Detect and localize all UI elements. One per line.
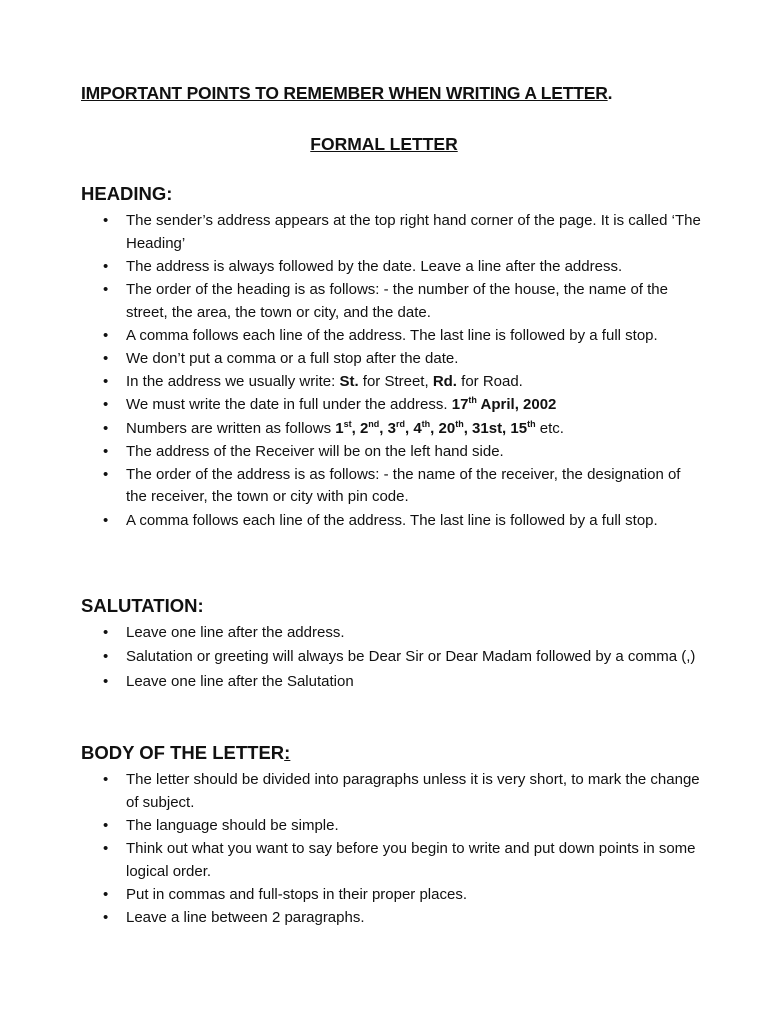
list-item	[81, 325, 701, 348]
section-title-body-colon: :	[284, 742, 291, 763]
list-item	[81, 441, 701, 464]
bullet-icon: •	[103, 280, 109, 298]
list-item-text: The address is always followed by the date. Leave a line after the address.	[126, 257, 623, 275]
list-item-text: Leave one line after the Salutation	[126, 672, 354, 690]
list-item	[81, 418, 701, 441]
heading-section	[81, 181, 701, 533]
salutation-points-list	[81, 622, 701, 693]
list-item	[81, 907, 701, 930]
list-item-text: Put in commas and full-stops in their proper places.	[126, 885, 467, 903]
section-title-body-text: BODY OF THE LETTER	[81, 742, 285, 763]
bullet-icon: •	[103, 465, 109, 483]
body-section	[81, 740, 701, 930]
list-item-text: A comma follows each line of the address. The last line is followed by a full stop.	[126, 326, 658, 344]
bullet-icon: •	[103, 326, 109, 344]
list-item	[81, 884, 701, 907]
list-item	[81, 256, 701, 279]
bullet-icon: •	[103, 816, 109, 834]
list-item-text: The letter should be divided into paragraphs unless it is very short, to mark the change of subject.	[126, 771, 700, 811]
bullet-icon: •	[103, 419, 109, 437]
list-item-text: The language should be simple.	[126, 816, 339, 834]
list-item	[81, 622, 701, 645]
list-item	[81, 279, 701, 324]
salutation-section	[81, 593, 701, 695]
document-subtitle-text: FORMAL LETTER	[310, 134, 458, 154]
list-item-text: Leave one line after the address.	[126, 624, 345, 641]
list-item-text: Salutation or greeting will always be Dear Sir or Dear Madam followed by a comma (,)	[126, 648, 696, 666]
list-item	[81, 671, 701, 694]
document-title	[81, 83, 612, 104]
list-item-text: The order of the address is as follows: - the name of the receiver, the designation of the receiver, the town or city with pin code.	[126, 465, 681, 506]
list-item	[81, 348, 701, 371]
list-item-text: The sender’s address appears at the top right hand corner of the page. It is called ‘The Heading’	[126, 212, 701, 252]
list-item	[81, 210, 701, 255]
list-item-text: Leave a line between 2 paragraphs.	[126, 908, 365, 926]
bullet-icon: •	[103, 349, 109, 367]
list-item-text: Numbers are written as follows 1st, 2nd, 3rd, 4th, 20th, 31st, 15th etc.	[126, 418, 564, 437]
heading-points-list	[81, 210, 701, 532]
bullet-icon: •	[103, 648, 109, 666]
document-title-period: .	[607, 83, 613, 103]
bullet-icon: •	[103, 624, 109, 641]
section-title-heading: HEADING:	[81, 183, 173, 204]
list-item	[81, 769, 701, 814]
bullet-icon: •	[103, 442, 109, 460]
section-title-salutation: SALUTATION:	[81, 595, 204, 616]
document-subtitle	[0, 134, 768, 155]
bullet-icon: •	[103, 885, 109, 903]
bullet-icon: •	[103, 212, 109, 229]
list-item-text: Think out what you want to say before you begin to write and put down points in some logical order.	[126, 839, 696, 880]
bullet-icon: •	[103, 257, 109, 275]
bullet-icon: •	[103, 771, 109, 788]
list-item	[81, 464, 701, 509]
list-item	[81, 646, 701, 669]
list-item	[81, 371, 701, 394]
list-item-text: The address of the Receiver will be on the left hand side.	[126, 442, 504, 460]
list-item-text: We must write the date in full under the address. 17th April, 2002	[126, 395, 557, 414]
section-title-body	[81, 740, 701, 766]
list-item	[81, 510, 701, 533]
body-points-list	[81, 769, 701, 930]
bullet-icon: •	[103, 839, 109, 857]
list-item-text: We don’t put a comma or a full stop after the date.	[126, 349, 459, 367]
list-item	[81, 838, 701, 883]
list-item	[81, 394, 701, 417]
bullet-icon: •	[103, 396, 109, 414]
bullet-icon: •	[103, 908, 109, 926]
document-title-text: IMPORTANT POINTS TO REMEMBER WHEN WRITING A LETTER	[81, 83, 608, 103]
bullet-icon: •	[103, 672, 109, 690]
bullet-icon: •	[103, 373, 109, 391]
list-item-text: A comma follows each line of the address. The last line is followed by a full stop.	[126, 511, 658, 529]
bullet-icon: •	[103, 511, 109, 529]
list-item-text: In the address we usually write: St. for Street, Rd. for Road.	[126, 373, 523, 391]
list-item	[81, 815, 701, 838]
list-item-text: The order of the heading is as follows: - the number of the house, the name of the street, the area, the town or city, and the date.	[126, 280, 668, 321]
